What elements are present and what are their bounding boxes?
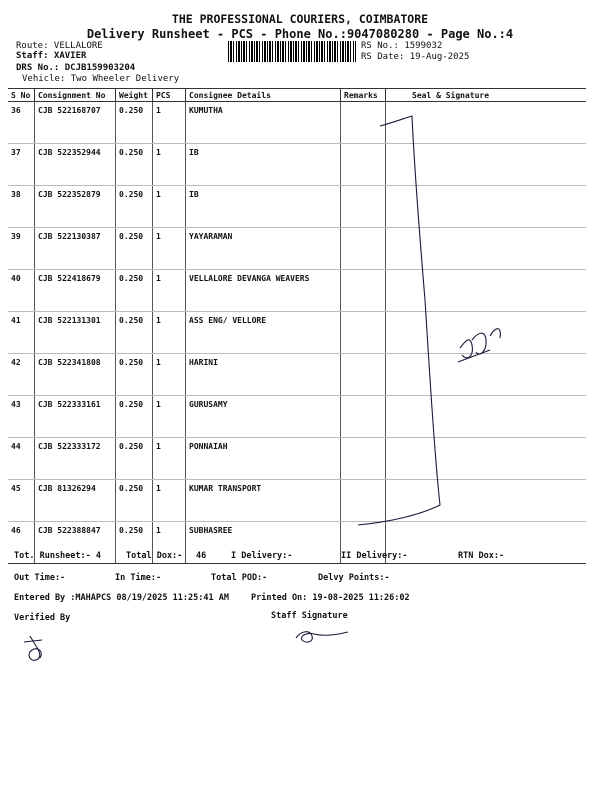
col-seal-signature: Seal & Signature	[386, 89, 587, 102]
entered-by: Entered By :MAHAPCS 08/19/2025 11:25:41 AM	[14, 593, 229, 603]
row-consignment-no: CJB 522130387	[35, 228, 116, 270]
route-label: Route: VELLALORE	[16, 41, 103, 51]
in-time: In Time:-	[115, 573, 162, 583]
row-sno: 37	[8, 144, 35, 186]
row-consignment-no: CJB 522168707	[35, 102, 116, 144]
row-sno: 41	[8, 312, 35, 354]
row-weight: 0.250	[116, 186, 153, 228]
tot-runsheet: Tot. Runsheet:- 4	[14, 551, 101, 561]
row-pcs: 1	[153, 270, 186, 312]
row-pcs: 1	[153, 438, 186, 480]
row-weight: 0.250	[116, 354, 153, 396]
row-weight: 0.250	[116, 228, 153, 270]
rtn-dox: RTN Dox:-	[458, 551, 505, 561]
verifier-signature	[18, 630, 58, 666]
barcode-icon	[228, 41, 356, 62]
row-sno: 44	[8, 438, 35, 480]
row-weight: 0.250	[116, 396, 153, 438]
out-time: Out Time:-	[14, 573, 66, 583]
row-pcs: 1	[153, 396, 186, 438]
row-pcs: 1	[153, 312, 186, 354]
row-pcs: 1	[153, 228, 186, 270]
row-pcs: 1	[153, 102, 186, 144]
row-consignee: IB	[186, 186, 341, 228]
delvy-points: Delvy Points:-	[318, 573, 390, 583]
row-pcs: 1	[153, 144, 186, 186]
row-sno: 40	[8, 270, 35, 312]
col-consignee: Consignee Details	[186, 89, 341, 102]
col-weight: Weight	[116, 89, 153, 102]
col-pcs: PCS	[153, 89, 186, 102]
drs-number: DRS No.: DCJB159903204	[16, 63, 136, 73]
row-weight: 0.250	[116, 438, 153, 480]
rs-date: RS Date: 19-Aug-2025	[361, 52, 470, 62]
row-pcs: 1	[153, 522, 186, 564]
total-dox-label: Total Dox:-	[126, 551, 183, 561]
row-consignee: HARINI	[186, 354, 341, 396]
row-weight: 0.250	[116, 270, 153, 312]
row-consignment-no: CJB 522388847	[35, 522, 116, 564]
printed-on: Printed On: 19-08-2025 11:26:02	[251, 593, 410, 603]
row-sno: 42	[8, 354, 35, 396]
verified-by: Verified By	[14, 613, 71, 623]
row-sno: 38	[8, 186, 35, 228]
vehicle-label: Vehicle: Two Wheeler Delivery	[22, 74, 180, 84]
row-consignee: KUMUTHA	[186, 102, 341, 144]
row-weight: 0.250	[116, 144, 153, 186]
row-weight: 0.250	[116, 480, 153, 522]
row-sno: 45	[8, 480, 35, 522]
row-consignment-no: CJB 522352944	[35, 144, 116, 186]
i-delivery: I Delivery:-	[231, 551, 293, 561]
row-consignee: ASS ENG/ VELLORE	[186, 312, 341, 354]
col-remarks: Remarks	[341, 89, 386, 102]
col-sno: S No	[8, 89, 35, 102]
row-consignee: PONNAIAH	[186, 438, 341, 480]
row-pcs: 1	[153, 354, 186, 396]
row-consignment-no: CJB 81326294	[35, 480, 116, 522]
row-weight: 0.250	[116, 312, 153, 354]
row-sno: 39	[8, 228, 35, 270]
row-weight: 0.250	[116, 522, 153, 564]
row-consignee: KUMAR TRANSPORT	[186, 480, 341, 522]
row-consignee: YAYARAMAN	[186, 228, 341, 270]
row-sno: 36	[8, 102, 35, 144]
row-consignment-no: CJB 522341808	[35, 354, 116, 396]
row-consignee: SUBHASREE	[186, 522, 341, 564]
row-consignment-no: CJB 522333172	[35, 438, 116, 480]
total-pod: Total POD:-	[211, 573, 268, 583]
staff-signature	[292, 624, 358, 648]
row-sno: 43	[8, 396, 35, 438]
row-consignee: IB	[186, 144, 341, 186]
row-consignment-no: CJB 522418679	[35, 270, 116, 312]
row-consignment-no: CJB 522352879	[35, 186, 116, 228]
row-consignment-no: CJB 522131301	[35, 312, 116, 354]
row-consignee: GURUSAMY	[186, 396, 341, 438]
rs-number: RS No.: 1599032	[361, 41, 443, 51]
col-consignment: Consignment No	[35, 89, 116, 102]
total-dox-value: 46	[196, 551, 207, 561]
row-consignee: VELLALORE DEVANGA WEAVERS	[186, 270, 341, 312]
row-sno: 46	[8, 522, 35, 564]
company-title: THE PROFESSIONAL COURIERS, COIMBATORE	[171, 12, 429, 26]
row-pcs: 1	[153, 480, 186, 522]
staff-signature-label: Staff Signature	[271, 611, 348, 621]
delivery-signature-bracket	[340, 100, 580, 540]
row-pcs: 1	[153, 186, 186, 228]
staff-label: Staff: XAVIER	[16, 51, 87, 61]
ii-delivery: II Delivery:-	[341, 551, 408, 561]
row-consignment-no: CJB 522333161	[35, 396, 116, 438]
row-weight: 0.250	[116, 102, 153, 144]
runsheet-subtitle: Delivery Runsheet - PCS - Phone No.:9047080280 - Page No.:4	[86, 27, 514, 41]
